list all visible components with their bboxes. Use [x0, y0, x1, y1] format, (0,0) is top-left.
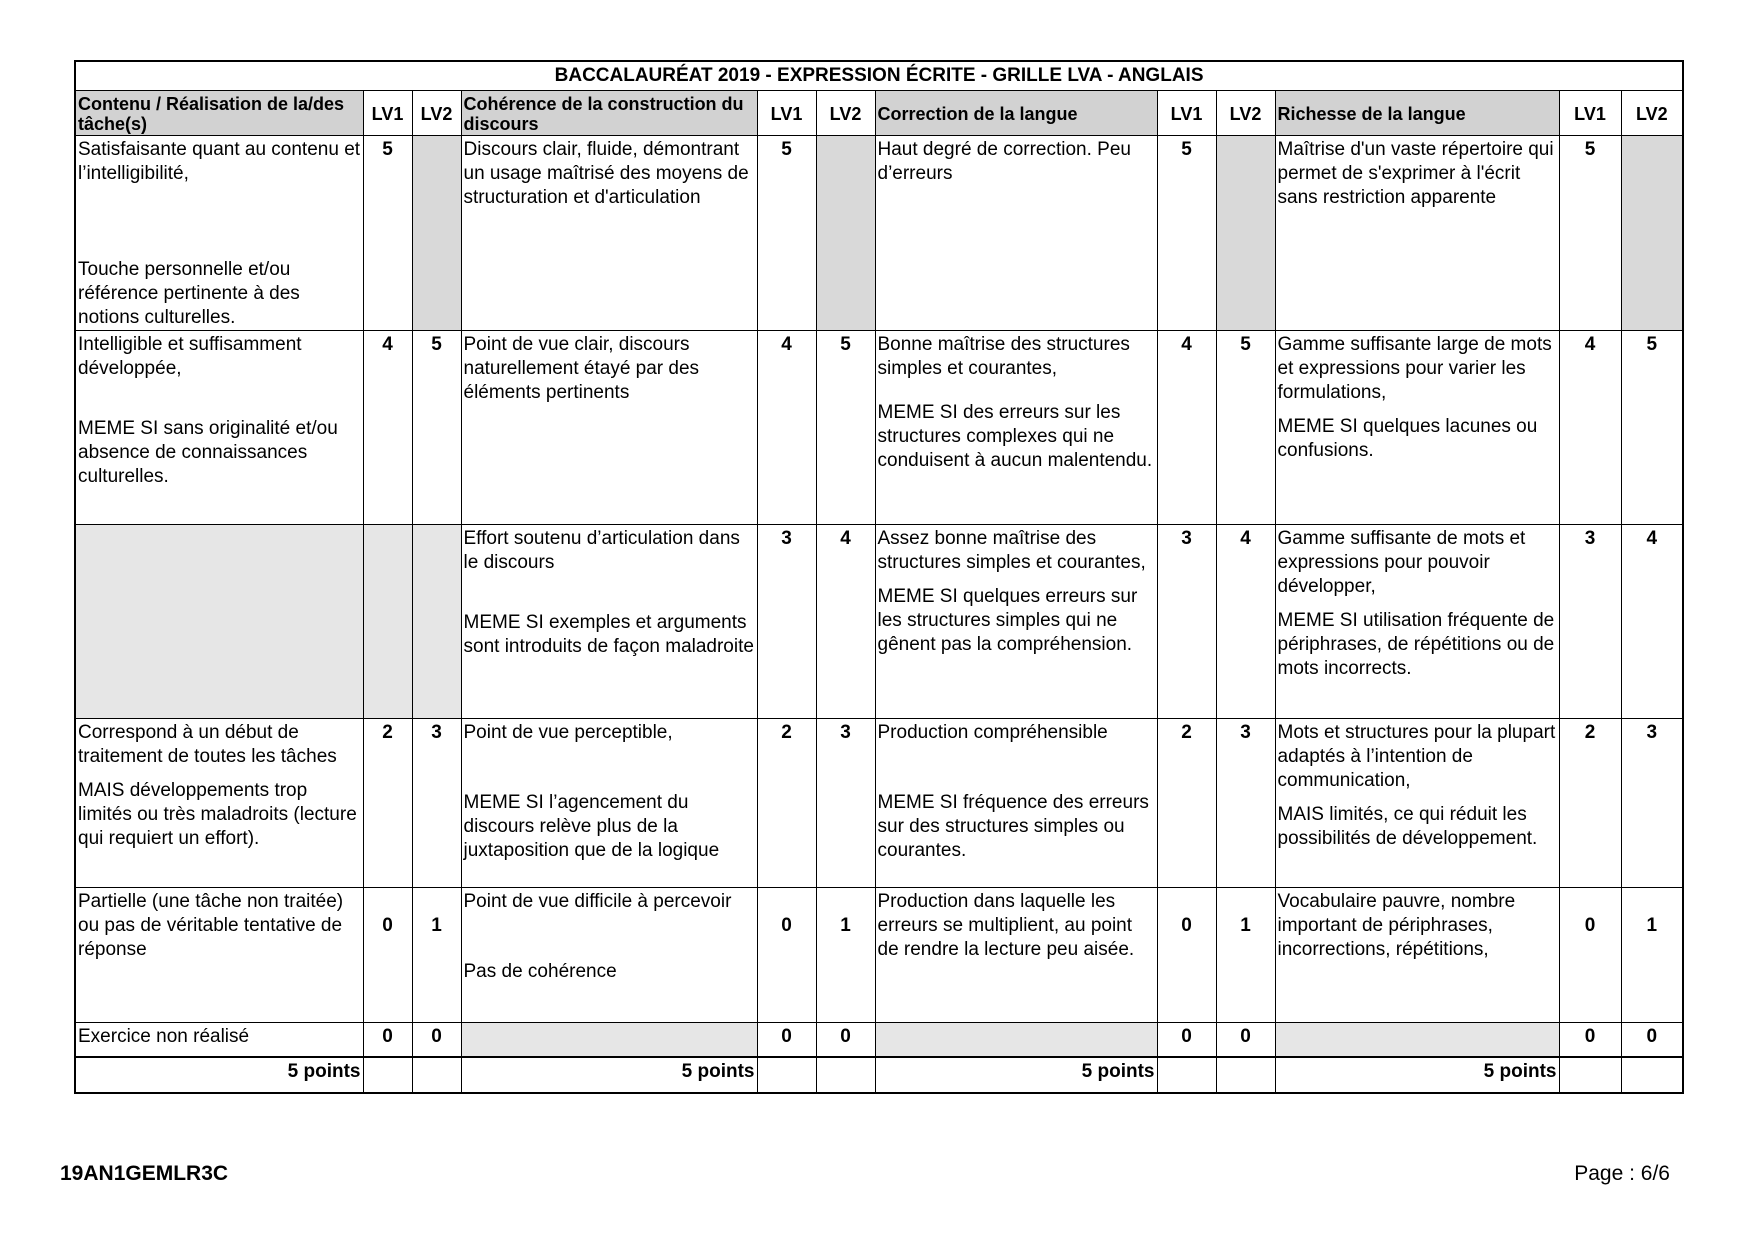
score-empty — [1621, 136, 1683, 331]
criterion-text: Bonne maîtrise des structures simples et courantes, — [877, 334, 1130, 379]
score-lv2: 0 — [1621, 1023, 1683, 1057]
score-lv2: 3 — [1621, 719, 1683, 888]
score-lv2: 1 — [1621, 888, 1683, 1023]
criterion-empty — [75, 525, 363, 719]
score-lv1: 0 — [1157, 1023, 1216, 1057]
criterion-text: Assez bonne maîtrise des structures simples et courantes, — [877, 528, 1146, 573]
header-coherence: Cohérence de la construction du discours — [461, 91, 757, 136]
criterion-text: Gamme suffisante large de mots et expressions pour varier les formulations, — [1277, 334, 1552, 403]
criterion-cell — [875, 331, 1157, 525]
score-empty — [412, 136, 461, 331]
header-content: Contenu / Réalisation de la/des tâche(s) — [75, 91, 363, 136]
criterion-text: MEME SI des erreurs sur les structures complexes qui ne conduisent à aucun malentendu. — [877, 402, 1153, 471]
criterion-text: MEME SI quelques lacunes ou confusions. — [1277, 416, 1538, 461]
header-lv1: LV1 — [1157, 91, 1216, 136]
table-row — [75, 1023, 1683, 1057]
criterion-empty — [461, 1023, 757, 1057]
header-lv2: LV2 — [412, 91, 461, 136]
criterion-text: MEME SI exemples et arguments sont introduits de façon maladroite — [463, 612, 754, 657]
total-empty — [816, 1057, 875, 1093]
grading-grid — [74, 60, 1684, 1094]
criterion-cell — [75, 888, 363, 1023]
score-lv2: 1 — [816, 888, 875, 1023]
criterion-cell: Exercice non réalisé — [75, 1023, 363, 1057]
criterion-empty — [1275, 1023, 1559, 1057]
table-row — [75, 136, 1683, 331]
criterion-text: Point de vue perceptible, — [463, 722, 673, 743]
score-lv2: 3 — [412, 719, 461, 888]
criterion-cell — [875, 525, 1157, 719]
criterion-text: Point de vue difficile à percevoir — [463, 891, 732, 912]
document-code: 19AN1GEMLR3C — [60, 1162, 229, 1185]
criterion-cell — [875, 719, 1157, 888]
criterion-cell — [461, 136, 757, 331]
criterion-cell — [461, 525, 757, 719]
score-lv1: 2 — [363, 719, 412, 888]
score-lv1: 3 — [1157, 525, 1216, 719]
header-lv1: LV1 — [757, 91, 816, 136]
page-number: Page : 6/6 — [1574, 1162, 1670, 1185]
score-lv2: 0 — [816, 1023, 875, 1057]
total-empty — [412, 1057, 461, 1093]
header-lv1: LV1 — [363, 91, 412, 136]
score-lv1: 4 — [363, 331, 412, 525]
criterion-cell — [1275, 136, 1559, 331]
total-empty — [1216, 1057, 1275, 1093]
criterion-text: Vocabulaire pauvre, nombre important de périphrases, incorrections, répétitions, — [1277, 891, 1516, 960]
total-empty — [757, 1057, 816, 1093]
score-lv1: 0 — [363, 888, 412, 1023]
score-lv1: 0 — [363, 1023, 412, 1057]
score-lv1: 5 — [363, 136, 412, 331]
table-row — [75, 719, 1683, 888]
score-lv1: 4 — [757, 331, 816, 525]
header-lv2: LV2 — [1216, 91, 1275, 136]
score-lv2: 4 — [1216, 525, 1275, 719]
score-lv2: 0 — [1216, 1023, 1275, 1057]
total-empty — [363, 1057, 412, 1093]
score-lv1: 0 — [757, 1023, 816, 1057]
criterion-empty — [875, 1023, 1157, 1057]
criterion-text: Haut degré de correction. Peu d’erreurs — [877, 139, 1131, 184]
criterion-text: Mots et structures pour la plupart adaptés à l’intention de communication, — [1277, 722, 1556, 791]
criterion-text: Maîtrise d'un vaste répertoire qui permet de s'exprimer à l'écrit sans restriction apparente — [1277, 139, 1554, 208]
header-richesse: Richesse de la langue — [1275, 91, 1559, 136]
score-lv2: 1 — [1216, 888, 1275, 1023]
table-row — [75, 331, 1683, 525]
criterion-cell — [875, 888, 1157, 1023]
criterion-text: Production dans laquelle les erreurs se multiplient, au point de rendre la lecture peu aisée. — [877, 891, 1135, 960]
score-lv1: 2 — [1559, 719, 1621, 888]
grid-title: BACCALAURÉAT 2019 - EXPRESSION ÉCRITE - GRILLE LVA - ANGLAIS — [75, 61, 1683, 91]
score-lv2: 3 — [816, 719, 875, 888]
score-lv1: 2 — [1157, 719, 1216, 888]
total-empty — [1621, 1057, 1683, 1093]
criterion-text: MEME SI sans originalité et/ou absence de connaissances culturelles. — [78, 418, 338, 487]
criterion-cell — [1275, 888, 1559, 1023]
table-row — [75, 888, 1683, 1023]
criterion-cell — [75, 719, 363, 888]
criterion-cell — [1275, 331, 1559, 525]
criterion-text: Correspond à un début de traitement de toutes les tâches — [78, 722, 337, 767]
score-lv2: 4 — [816, 525, 875, 719]
score-lv1: 3 — [1559, 525, 1621, 719]
criterion-cell — [75, 331, 363, 525]
score-lv1: 0 — [757, 888, 816, 1023]
header-lv2: LV2 — [1621, 91, 1683, 136]
criterion-cell — [461, 719, 757, 888]
criterion-cell — [461, 331, 757, 525]
criterion-cell — [875, 136, 1157, 331]
criterion-text: Touche personnelle et/ou référence pertinente à des notions culturelles. — [78, 259, 300, 328]
score-empty — [816, 136, 875, 331]
criterion-text: Production compréhensible — [877, 722, 1108, 743]
criterion-text: Partielle (une tâche non traitée) ou pas de véritable tentative de réponse — [78, 891, 344, 960]
criterion-text: MAIS développements trop limités ou très maladroits (lecture qui requiert un effort). — [78, 780, 357, 849]
points-total: 5 points — [875, 1057, 1157, 1093]
score-lv1: 0 — [1157, 888, 1216, 1023]
criterion-text: Satisfaisante quant au contenu et l’intelligibilité, — [78, 139, 361, 184]
score-lv1: 5 — [1559, 136, 1621, 331]
criterion-cell — [1275, 525, 1559, 719]
score-empty — [363, 525, 412, 719]
total-empty — [1157, 1057, 1216, 1093]
criterion-text: MEME SI quelques erreurs sur les structures simples qui ne gênent pas la compréhension. — [877, 586, 1138, 655]
criterion-text: MEME SI l’agencement du discours relève plus de la juxtaposition que de la logique — [463, 792, 720, 861]
table-row — [75, 525, 1683, 719]
criterion-cell — [461, 888, 757, 1023]
score-empty — [1216, 136, 1275, 331]
score-lv2: 5 — [1621, 331, 1683, 525]
score-lv2: 5 — [412, 331, 461, 525]
criterion-text: Pas de cohérence — [463, 961, 617, 982]
criterion-text: Gamme suffisante de mots et expressions pour pouvoir développer, — [1277, 528, 1526, 597]
score-empty — [412, 525, 461, 719]
criterion-text: MAIS limités, ce qui réduit les possibilités de développement. — [1277, 804, 1538, 849]
score-lv1: 4 — [1157, 331, 1216, 525]
points-total: 5 points — [75, 1057, 363, 1093]
score-lv2: 1 — [412, 888, 461, 1023]
score-lv2: 4 — [1621, 525, 1683, 719]
header-lv1: LV1 — [1559, 91, 1621, 136]
score-lv1: 0 — [1559, 1023, 1621, 1057]
score-lv1: 5 — [757, 136, 816, 331]
score-lv2: 3 — [1216, 719, 1275, 888]
totals-row — [75, 1057, 1683, 1093]
score-lv1: 4 — [1559, 331, 1621, 525]
criterion-text: Point de vue clair, discours naturellement étayé par des éléments pertinents — [463, 334, 700, 403]
criterion-text: Intelligible et suffisamment développée, — [78, 334, 302, 379]
points-total: 5 points — [461, 1057, 757, 1093]
score-lv1: 3 — [757, 525, 816, 719]
score-lv1: 5 — [1157, 136, 1216, 331]
criterion-text: MEME SI fréquence des erreurs sur des structures simples ou courantes. — [877, 792, 1149, 861]
score-lv1: 2 — [757, 719, 816, 888]
total-empty — [1559, 1057, 1621, 1093]
criterion-text: MEME SI utilisation fréquente de périphrases, de répétitions ou de mots incorrects. — [1277, 610, 1555, 679]
criterion-cell — [75, 136, 363, 331]
score-lv2: 5 — [1216, 331, 1275, 525]
score-lv1: 0 — [1559, 888, 1621, 1023]
criterion-cell — [1275, 719, 1559, 888]
header-row — [75, 91, 1683, 136]
score-lv2: 0 — [412, 1023, 461, 1057]
criterion-text: Effort soutenu d’articulation dans le discours — [463, 528, 740, 573]
points-total: 5 points — [1275, 1057, 1559, 1093]
header-correction: Correction de la langue — [875, 91, 1157, 136]
score-lv2: 5 — [816, 331, 875, 525]
criterion-text: Discours clair, fluide, démontrant un usage maîtrisé des moyens de structuration et d'articulation — [463, 139, 749, 208]
header-lv2: LV2 — [816, 91, 875, 136]
